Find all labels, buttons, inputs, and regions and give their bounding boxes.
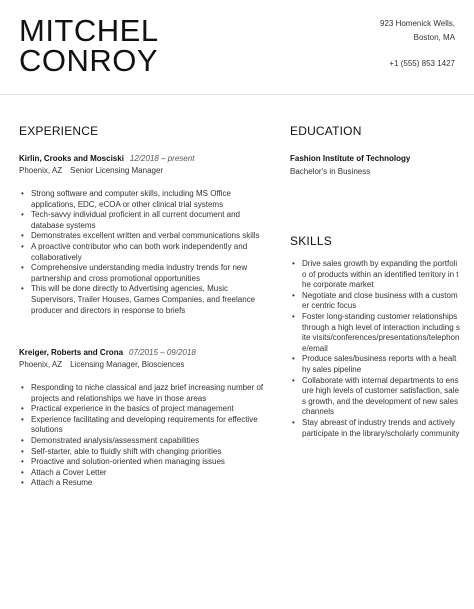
job-bullet: • Comprehensive understanding media industry trends for new partnership and cross promotional opportunities — [19, 263, 274, 284]
job-bullet: • Attach a Resume — [19, 478, 274, 489]
job-bullet: • Demonstrates excellent written and verbal communications skills — [19, 231, 274, 242]
job-subheader — [19, 165, 274, 176]
skill-bullets — [290, 259, 460, 439]
first-name: MITCHEL — [19, 13, 159, 48]
skills-list — [290, 259, 460, 439]
job-bullet: • This will be done directly to Advertising agencies, Music Supervisors, Trailer Houses, Games Companies, and freelance producer and directors in response to briefs — [19, 284, 274, 316]
job-location: Phoenix, AZ — [19, 166, 63, 175]
candidate-name — [19, 13, 159, 78]
skill-item: • Drive sales growth by expanding the portfolio of products within an identified territory in the corporate market — [290, 259, 460, 291]
skills-heading: SKILLS — [290, 234, 332, 248]
degree: Bachelor's in Business — [290, 167, 371, 176]
company-name: Kreiger, Roberts and Crona — [19, 348, 124, 357]
job-bullet: • Experience facilitating and developing requirements for effective solutions — [19, 415, 274, 436]
job-bullet: • Self-starter, able to fluidly shift with changing priorities — [19, 447, 274, 458]
company-name: Kirlin, Crooks and Mosciski — [19, 154, 124, 163]
education-entry — [290, 153, 460, 177]
job-bullet: • Demonstrated analysis/assessment capabilities — [19, 436, 274, 447]
job-title: Licensing Manager, Biosciences — [70, 360, 185, 369]
job-dates: 12/2018 – present — [129, 154, 195, 163]
address-line-2: Boston, MA — [413, 33, 455, 42]
skill-item: • Negotiate and close business with a customer centric focus — [290, 291, 460, 312]
school-name: Fashion Institute of Technology — [290, 154, 411, 163]
job-dates: 07/2015 – 09/2018 — [129, 348, 196, 357]
job-entry — [19, 153, 274, 316]
phone-number: +1 (555) 853 1427 — [389, 59, 455, 68]
job-location: Phoenix, AZ — [19, 360, 63, 369]
last-name: CONROY — [19, 43, 159, 78]
job-bullets — [19, 383, 274, 489]
job-bullets — [19, 189, 274, 316]
contact-info — [380, 17, 455, 71]
education-heading: EDUCATION — [290, 124, 362, 138]
skill-item: • Collaborate with internal departments to ensure high levels of customer satisfaction, sales growth, and the development of new sales channels — [290, 376, 460, 418]
header-divider — [0, 94, 474, 95]
job-entry — [19, 347, 274, 489]
skill-item: • Foster long-standing customer relationships through a high level of interaction including site visits/conferences/presentations/telephone/email — [290, 312, 460, 354]
job-header — [19, 347, 274, 358]
job-subheader — [19, 359, 274, 370]
experience-heading: EXPERIENCE — [19, 124, 99, 138]
skill-item: • Stay abreast of industry trends and actively participate in the library/scholarly community — [290, 418, 460, 439]
job-title: Senior Licensing Manager — [70, 166, 164, 175]
address-line-1: 923 Homenick Wells, — [380, 19, 455, 28]
job-bullet: • Attach a Cover Letter — [19, 468, 274, 479]
job-bullet: • Practical experience in the basics of project management — [19, 404, 274, 415]
job-bullet: • Strong software and computer skills, including MS Office applications, EDC, eCOA or other clinical trial systems — [19, 189, 274, 210]
job-bullet: • A proactive contributor who can both work independently and collaboratively — [19, 242, 274, 263]
skill-item: • Produce sales/business reports with a healthy sales pipeline — [290, 354, 460, 375]
job-bullet: • Responding to niche classical and jazz brief increasing number of projects and relationships we have in those areas — [19, 383, 274, 404]
job-bullet: • Tech-savvy individual proficient in all current document and database systems — [19, 210, 274, 231]
job-header — [19, 153, 274, 164]
job-bullet: • Proactive and solution-oriented when managing issues — [19, 457, 274, 468]
